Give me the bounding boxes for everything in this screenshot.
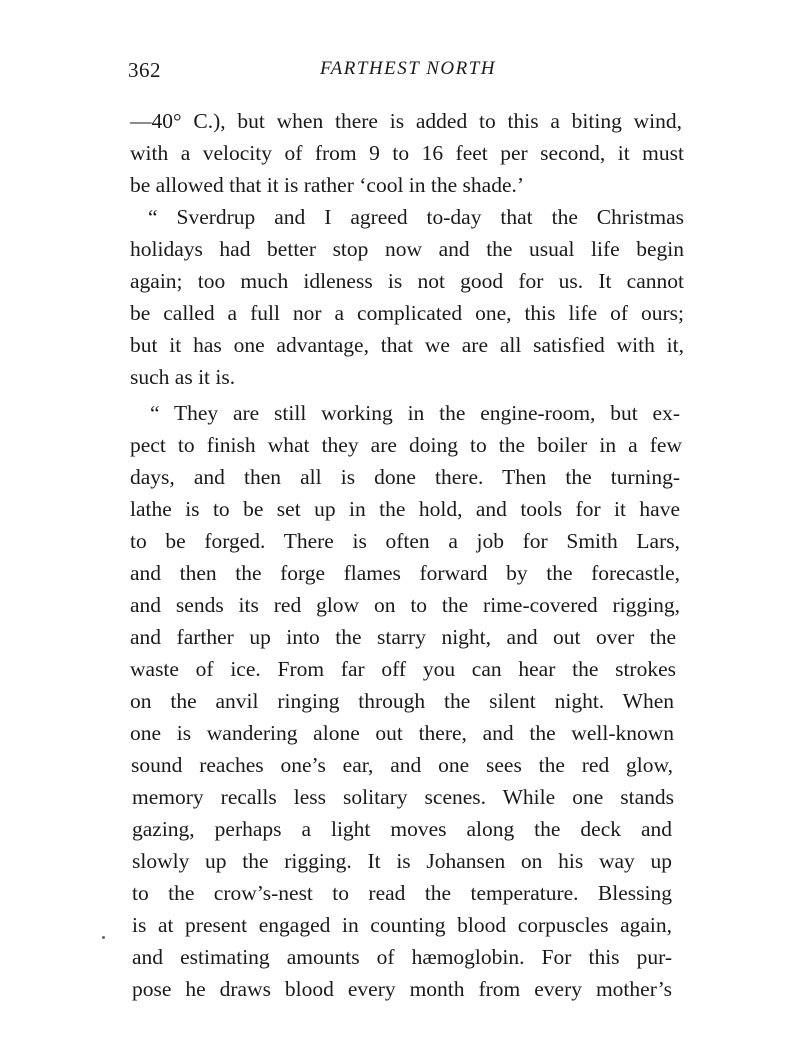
text-line: slowly up the rigging. It is Johansen on his way up — [132, 849, 672, 873]
text-line: to the crow’s-nest to read the temperature. Blessing — [132, 881, 672, 905]
text-line: such as it is. — [130, 365, 236, 389]
text-line: waste of ice. From far off you can hear the strokes — [130, 657, 676, 681]
text-line: sound reaches one’s ear, and one sees the red glow, — [131, 753, 673, 777]
text-line: pose he draws blood every month from every mother’s — [132, 977, 672, 1001]
text-line: and estimating amounts of hæmoglobin. For this pur- — [132, 945, 672, 969]
running-head: FARTHEST NORTH — [319, 58, 497, 79]
text-line: lathe is to be set up in the hold, and tools for it have — [130, 497, 680, 521]
text-line: be called a full nor a complicated one, this life of ours; — [130, 301, 684, 325]
text-line: and farther up into the starry night, and out over the — [130, 625, 676, 649]
page-number: 362 — [128, 58, 161, 82]
text-line: days, and then all is done there. Then the turning- — [130, 465, 680, 489]
text-line: be allowed that it is rather ‘cool in the shade.’ — [130, 173, 525, 197]
text-line: one is wandering alone out there, and the well-known — [130, 721, 674, 745]
text-line: “ Sverdrup and I agreed to-day that the Christmas — [148, 205, 684, 229]
text-line: is at present engaged in counting blood corpuscles again, — [132, 913, 672, 937]
text-line: memory recalls less solitary scenes. While one stands — [132, 785, 674, 809]
text-line: and sends its red glow on to the rime-covered rigging, — [130, 593, 680, 617]
page-header — [128, 58, 688, 86]
text-line: gazing, perhaps a light moves along the deck and — [132, 817, 672, 841]
text-line: holidays had better stop now and the usual life begin — [130, 237, 684, 261]
text-line: with a velocity of from 9 to 16 feet per second, it must — [130, 141, 684, 165]
text-line: pect to finish what they are doing to the boiler in a few — [130, 433, 682, 457]
text-line: to be forged. There is often a job for Smith Lars, — [130, 529, 680, 553]
text-line: “ They are still working in the engine-room, but ex- — [150, 401, 680, 425]
text-line: —40° C.), but when there is added to this a biting wind, — [130, 109, 682, 133]
margin-speck — [102, 936, 105, 939]
text-line: but it has one advantage, that we are all satisfied with it, — [130, 333, 684, 357]
text-line: again; too much idleness is not good for us. It cannot — [130, 269, 684, 293]
text-line: and then the forge flames forward by the forecastle, — [130, 561, 680, 585]
text-line: on the anvil ringing through the silent night. When — [130, 689, 674, 713]
